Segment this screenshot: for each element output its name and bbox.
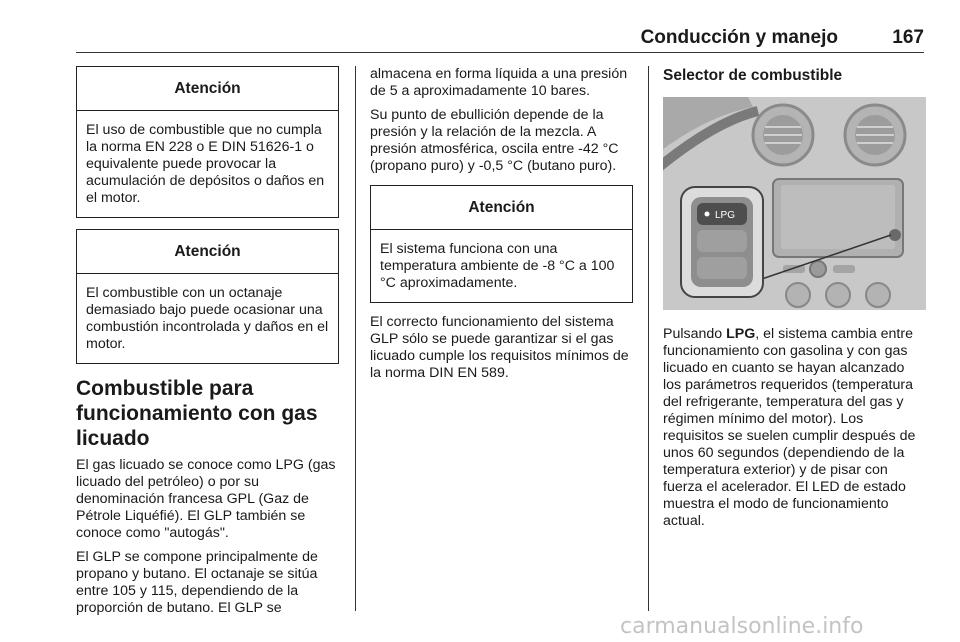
text-run: Pulsando [663,326,727,342]
section-heading: Combustible para funcionamiento con gas licuado [76,377,318,450]
lpg-term: LPG [726,326,756,342]
paragraph: El gas licuado se conoce como LPG (gas licuado del petróleo) o por su denominación francesa GPL (Gaz de Pétrole Liquéfié). El GLP también se conoce como "autogás". [76,457,336,541]
dashboard-figure [663,97,926,310]
watermark: carmanualsonline.info [620,614,864,639]
page-header [76,26,924,50]
lpg-button-label: LPG [715,210,736,221]
column-1 [76,66,339,624]
warning-box [370,185,633,303]
warning-box [76,66,339,218]
text-run: , el sistema cambia entre funcionamiento con gasolina y con gas licuado en cuanto se hayan alcanzado los parámetros requeridos (temperatura del refrigerante, temperatura del gas y régimen mínimo del motor). Los requisitos se suelen cumplir después de unos 60 segundos (dependiendo de la temperatura exterior) y de pisar con fuerza el acelerador. El LED de estado muestra el modo de funcionamiento actual. [663,326,916,529]
section-heading: Selector de combustible [663,67,843,84]
paragraph [663,326,926,530]
warning-title: Atención [77,230,338,274]
section-title: Conducción y manejo [640,27,838,48]
warning-text: El uso de combustible que no cumpla la norma EN 228 o E DIN 51626-1 o equivalente puede provocar la acumulación de depósitos o daños en el motor. [86,122,325,206]
header-rule [76,52,924,53]
warning-box [76,229,339,364]
column-2 [370,66,633,389]
column-divider-1 [355,66,356,611]
warning-text: El sistema funciona con una temperatura ambiente de -8 °C a 100 °C aproximadamente. [380,241,615,291]
paragraph: El correcto funcionamiento del sistema GLP sólo se puede garantizar si el gas licuado cumple los requisitos mínimos de la norma DIN EN 589. [370,314,629,381]
warning-text: El combustible con un octanaje demasiado bajo puede ocasionar una combustión incontrolada y daños en el motor. [86,285,329,352]
paragraph: El GLP se compone principalmente de propano y butano. El octanaje se sitúa entre 105 y 115, dependiendo de la proporción de butano. El GLP se [76,549,318,616]
column-3 [663,66,926,537]
dashboard-illustration [663,97,926,310]
warning-title: Atención [371,186,632,230]
page-number: 167 [892,27,924,48]
paragraph: Su punto de ebullición depende de la presión y la relación de la mezcla. A presión atmosférica, oscila entre -42 °C (propano puro) y -0,5 °C (butano puro). [370,107,619,174]
paragraph: almacena en forma líquida a una presión de 5 a aproximadamente 10 bares. [370,66,628,99]
warning-title: Atención [77,67,338,111]
column-divider-2 [648,66,649,611]
